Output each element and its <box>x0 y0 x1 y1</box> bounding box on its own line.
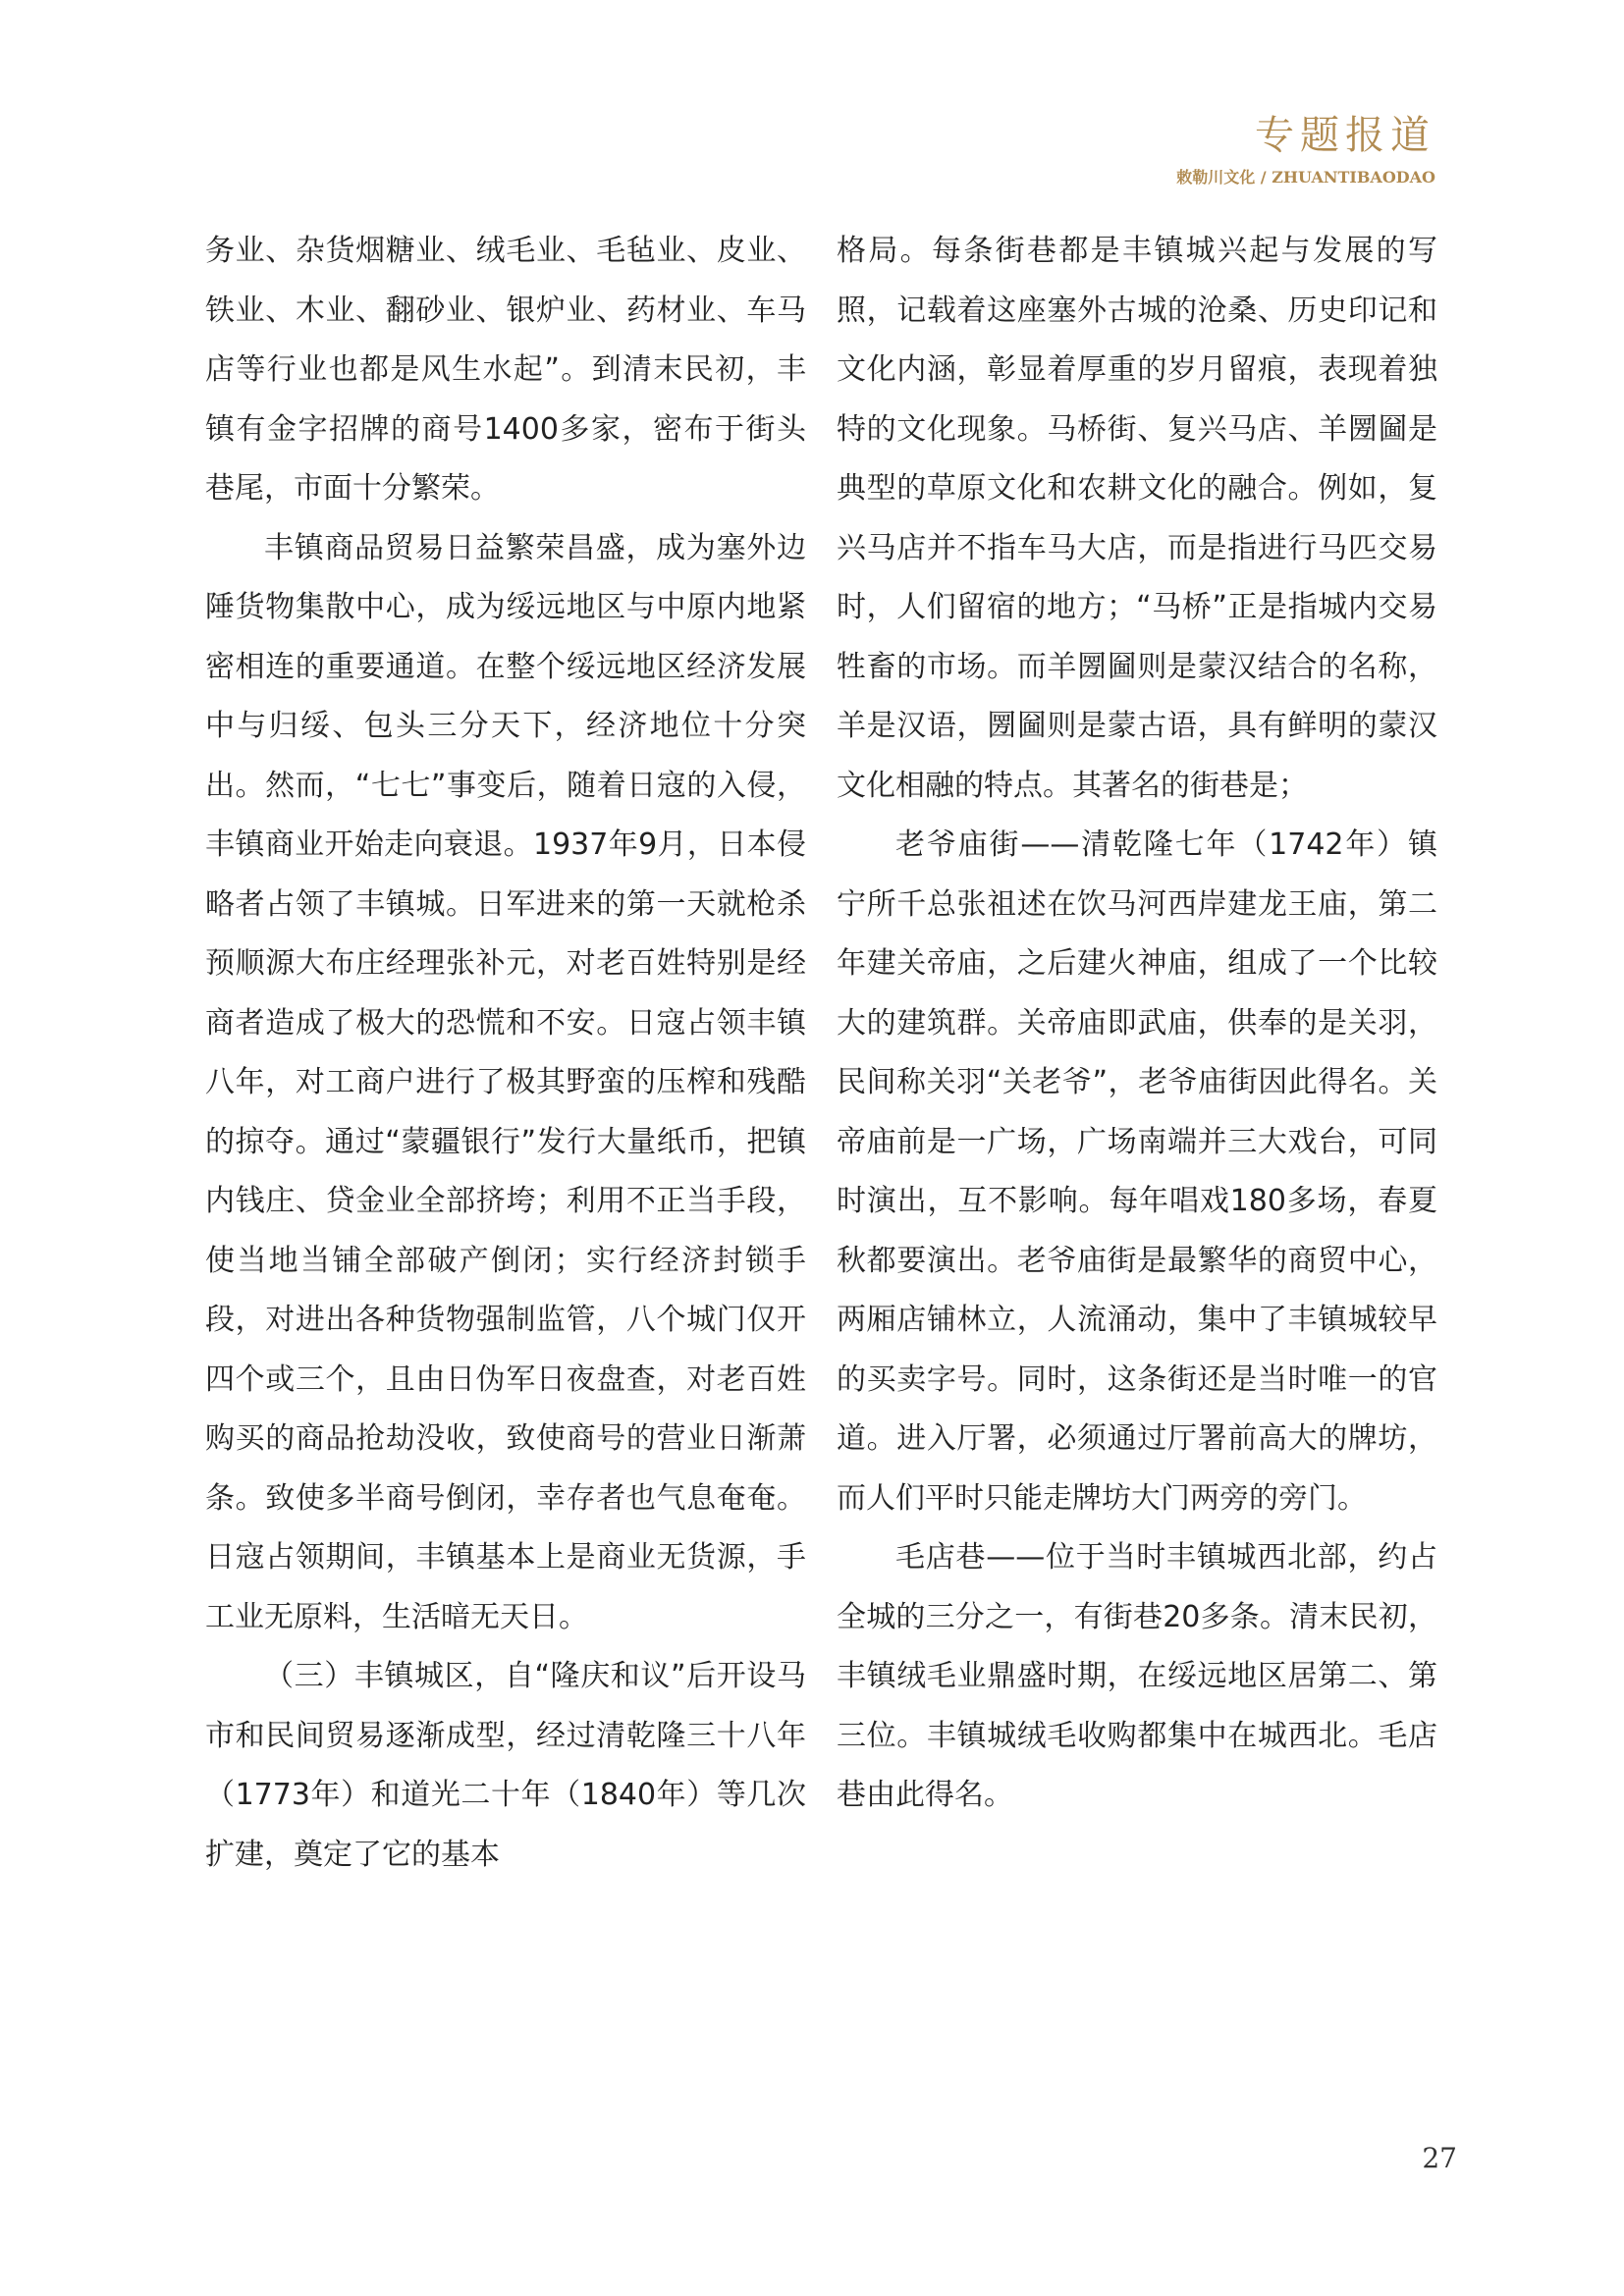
right-column <box>837 222 1437 1826</box>
section-subtitle: 敕勒川文化 / ZHUANTIBAODAO <box>1176 168 1435 187</box>
paragraph: （三）丰镇城区，自“隆庆和议”后开设马市和民间贸易逐渐成型，经过清乾隆三十八年（1773年）和道光二十年（1840年）等几次扩建，奠定了它的基本 <box>205 1659 806 1872</box>
paragraph: 丰镇商品贸易日益繁荣昌盛，成为塞外边陲货物集散中心，成为绥远地区与中原内地紧密相连的重要通道。在整个绥远地区经济发展中与归绥、包头三分天下，经济地位十分突出。然而，“七七”事变后，随着日寇的入侵，丰镇商业开始走向衰退。1937年9月，日本侵略者占领了丰镇城。日军进来的第一天就枪杀预顺源大布庄经理张补元，对老百姓特别是经商者造成了极大的恐慌和不安。日寇占领丰镇八年，对工商户进行了极其野蛮的压榨和残酷的掠夺。通过“蒙疆银行”发行大量纸币，把镇内钱庄、贷金业全部挤垮；利用不正当手段，使当地当铺全部破产倒闭；实行经济封锁手段，对进出各种货物强制监管，八个城门仅开四个或三个，且由日伪军日夜盘查，对老百姓购买的商品抢劫没收，致使商号的营业日渐萧条。致使多半商号倒闭，幸存者也气息奄奄。日寇占领期间，丰镇基本上是商业无货源，手工业无原料，生活暗无天日。 <box>205 530 806 1634</box>
left-column <box>205 222 806 1885</box>
paragraph: 格局。每条街巷都是丰镇城兴起与发展的写照，记载着这座塞外古城的沧桑、历史印记和文化内涵，彰显着厚重的岁月留痕，表现着独特的文化现象。马桥街、复兴马店、羊圐圙是典型的草原文化和农耕文化的融合。例如，复兴马店并不指车马大店，而是指进行马匹交易时，人们留宿的地方；“马桥”正是指城内交易牲畜的市场。而羊圐圙则是蒙汉结合的名称，羊是汉语，圐圙则是蒙古语，具有鲜明的蒙汉文化相融的特点。其著名的街巷是； <box>837 234 1437 803</box>
page-number: 27 <box>1422 2142 1457 2174</box>
paragraph: 老爷庙街——清乾隆七年（1742年）镇宁所千总张祖述在饮马河西岸建龙王庙，第二年建关帝庙，之后建火神庙，组成了一个比较大的建筑群。关帝庙即武庙，供奉的是关羽，民间称关羽“关老爷”，老爷庙街因此得名。关帝庙前是一广场，广场南端并三大戏台，可同时演出，互不影响。每年唱戏180多场，春夏秋都要演出。老爷庙街是最繁华的商贸中心，两厢店铺林立，人流涌动，集中了丰镇城较早的买卖字号。同时，这条街还是当时唯一的官道。进入厅署，必须通过厅署前高大的牌坊，而人们平时只能走牌坊大门两旁的旁门。 <box>837 828 1437 1516</box>
paragraph: 毛店巷——位于当时丰镇城西北部，约占全城的三分之一，有街巷20多条。清末民初，丰镇绒毛业鼎盛时期，在绥远地区居第二、第三位。丰镇城绒毛收购都集中在城西北。毛店巷由此得名。 <box>837 1540 1437 1812</box>
paragraph: 务业、杂货烟糖业、绒毛业、毛毡业、皮业、铁业、木业、翻砂业、银炉业、药材业、车马店等行业也都是风生水起”。到清末民初，丰镇有金字招牌的商号1400多家，密布于街头巷尾，市面十分繁荣。 <box>205 234 806 506</box>
section-title: 专题报道 <box>1255 113 1435 158</box>
section-header <box>1176 110 1435 188</box>
